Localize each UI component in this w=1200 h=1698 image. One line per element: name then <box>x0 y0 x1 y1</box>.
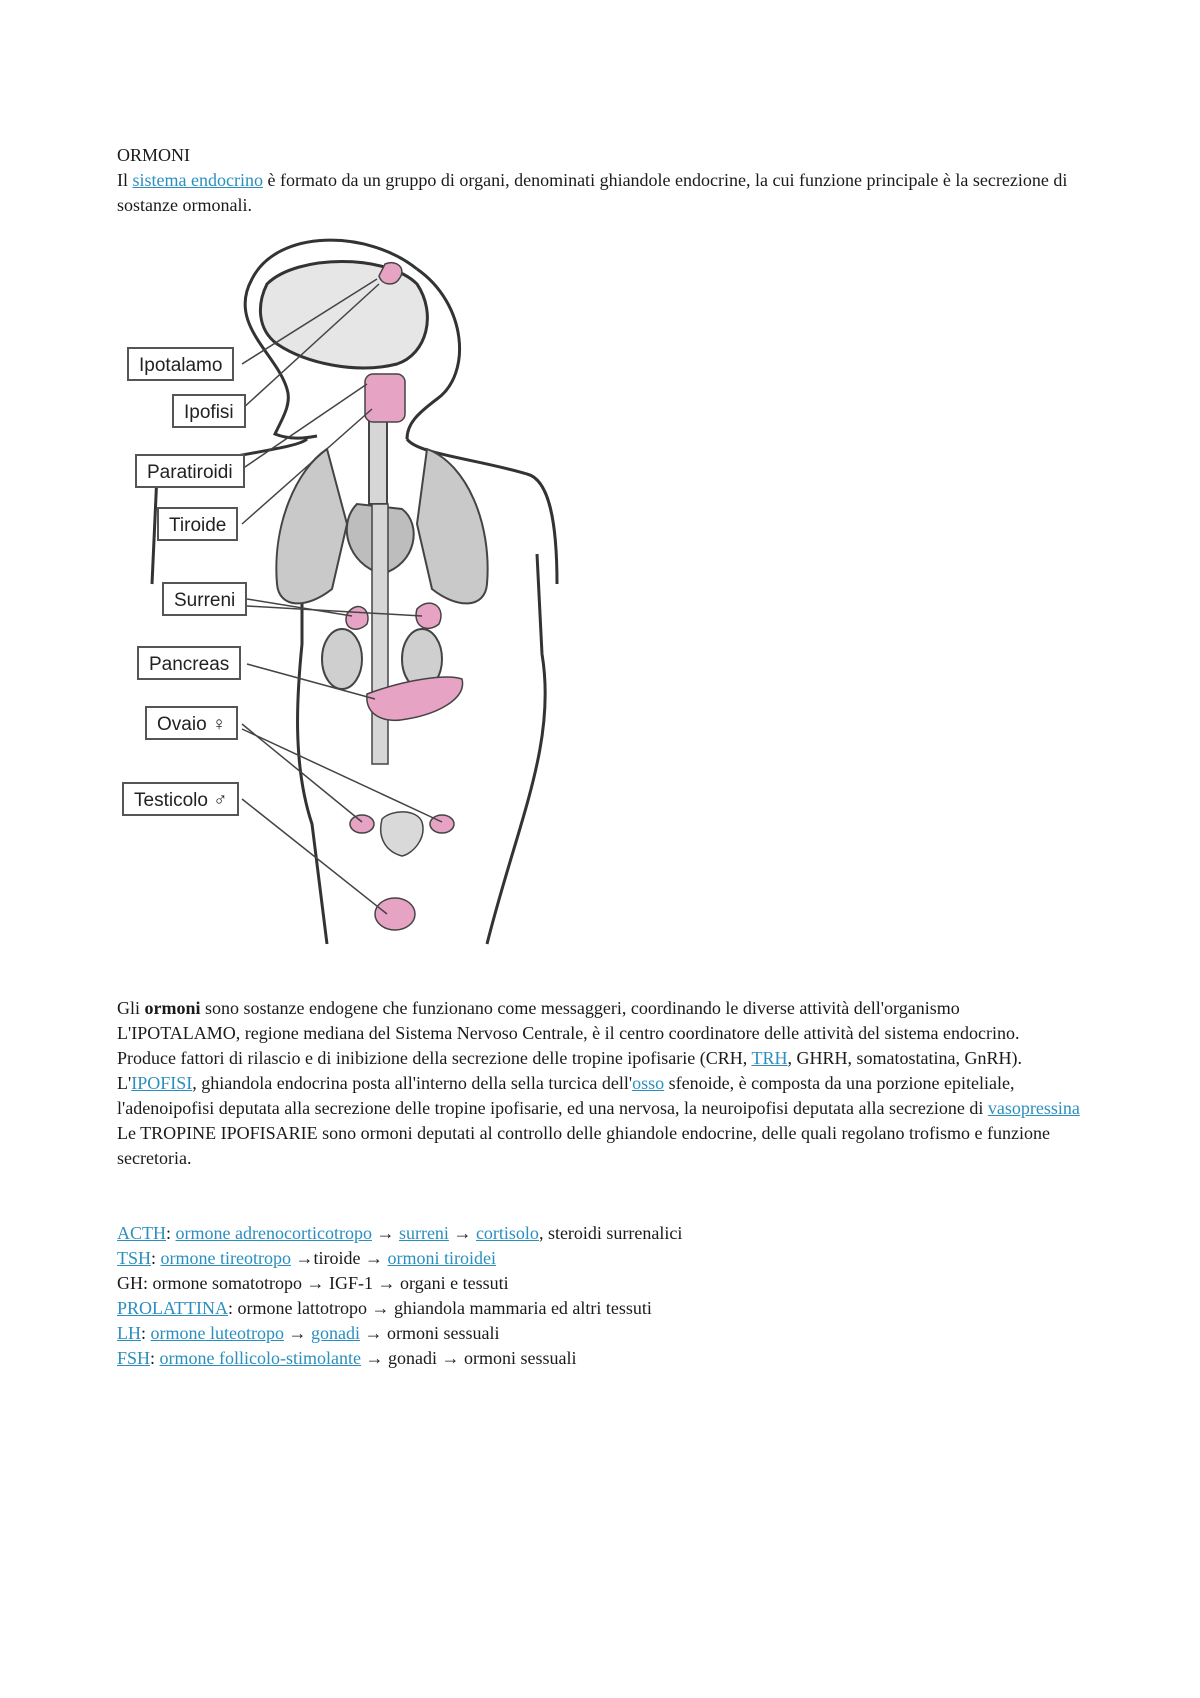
document-title: ORMONI <box>117 145 191 165</box>
arrow: → <box>361 1348 389 1368</box>
sep: : <box>141 1323 151 1343</box>
p1-bold: ormoni <box>144 998 201 1018</box>
sep: : <box>228 1298 238 1318</box>
paragraph-fattori <box>117 1046 1097 1071</box>
link-tsh[interactable]: TSH <box>117 1248 152 1268</box>
hormone-row <box>117 1321 1097 1346</box>
arrow: → <box>448 1223 476 1243</box>
link-sistema-endocrino[interactable]: sistema endocrino <box>132 170 263 190</box>
link-ormone-adrenocorticotropo[interactable]: ormone adrenocorticotropo <box>175 1223 372 1243</box>
link-fsh[interactable]: FSH <box>117 1348 151 1368</box>
target: tiroide <box>313 1248 361 1268</box>
hormone-row <box>117 1271 1097 1296</box>
link-ormone-tireotropo[interactable]: ormone tireotropo <box>160 1248 291 1268</box>
hormone-row <box>117 1296 1097 1321</box>
product: ormoni sessuali <box>464 1348 577 1368</box>
p1-post: sono sostanze endogene che funzionano come messaggeri, coordinando le diverse attività dell'organismo <box>200 998 960 1018</box>
link-cortisolo[interactable]: cortisolo <box>475 1223 539 1243</box>
spacer <box>117 1171 1097 1221</box>
arrow: → <box>371 1223 399 1243</box>
link-ipofisi[interactable]: IPOFISI <box>131 1073 193 1093</box>
link-trh[interactable]: TRH <box>751 1048 788 1068</box>
arrow: → <box>360 1248 388 1268</box>
label-tiroide: Tiroide <box>157 507 238 541</box>
link-gonadi[interactable]: gonadi <box>311 1323 360 1343</box>
intro-pre: Il <box>117 170 133 190</box>
label-pancreas: Pancreas <box>137 646 241 680</box>
link-prolattina[interactable]: PROLATTINA <box>117 1298 228 1318</box>
sep: : <box>166 1223 176 1243</box>
arrow: → <box>373 1273 400 1293</box>
label-paratiroidi: Paratiroidi <box>135 454 245 488</box>
p4-c: sfenoide, è composta da una porzione epiteliale, l'adenoipofisi deputata alla secrezione delle tropine ipofisarie, ed una nervosa, la neuroipofisi deputata alla secrezione di <box>117 1073 1015 1118</box>
name: GH <box>117 1273 143 1293</box>
label-surreni: Surreni <box>162 582 247 616</box>
arrow: → <box>437 1348 465 1368</box>
desc: ormone somatotropo <box>152 1273 302 1293</box>
link-acth[interactable]: ACTH <box>117 1223 166 1243</box>
label-ipofisi: Ipofisi <box>172 394 246 428</box>
p4-b: , ghiandola endocrina posta all'interno della sella turcica dell' <box>192 1073 633 1093</box>
target: IGF-1 <box>329 1273 373 1293</box>
hormone-row <box>117 1246 1097 1271</box>
paragraph-ipofisi <box>117 1071 1097 1121</box>
hormone-row <box>117 1346 1097 1371</box>
p3-pre: Produce fattori di rilascio e di inibizione della secrezione delle tropine ipofisarie (CRH, <box>117 1048 752 1068</box>
label-ipotalamo: Ipotalamo <box>127 347 234 381</box>
target: gonadi <box>388 1348 438 1368</box>
product: organi e tessuti <box>400 1273 509 1293</box>
label-ovaio: Ovaio ♀ <box>145 706 238 740</box>
arrow: → <box>291 1248 314 1268</box>
p4-a: L' <box>117 1073 132 1093</box>
link-lh[interactable]: LH <box>117 1323 141 1343</box>
sep: : <box>151 1248 161 1268</box>
arrow: → <box>367 1298 394 1318</box>
product: ormoni sessuali <box>387 1323 500 1343</box>
link-ormoni-tiroidei[interactable]: ormoni tiroidei <box>387 1248 496 1268</box>
paragraph-ormoni <box>117 996 1097 1021</box>
paragraph-ipotalamo: L'IPOTALAMO, regione mediana del Sistema Nervoso Centrale, è il centro coordinatore delle attività del sistema endocrino. <box>117 1023 1020 1043</box>
endocrine-system-diagram <box>117 224 597 974</box>
link-surreni[interactable]: surreni <box>398 1223 449 1243</box>
rest: , steroidi surrenalici <box>538 1223 683 1243</box>
target: ghiandola mammaria ed altri tessuti <box>394 1298 652 1318</box>
link-osso[interactable]: osso <box>632 1073 665 1093</box>
hormone-list <box>117 1221 1097 1371</box>
arrow: → <box>284 1323 311 1343</box>
link-ormone-follicolo-stimolante[interactable]: ormone follicolo-stimolante <box>159 1348 362 1368</box>
p3-post: , GHRH, somatostatina, GnRH). <box>787 1048 1022 1068</box>
hormone-row <box>117 1221 1097 1246</box>
label-testicolo: Testicolo ♂ <box>122 782 239 816</box>
intro-paragraph <box>117 168 1097 218</box>
sep: : <box>150 1348 160 1368</box>
link-vasopressina[interactable]: vasopressina <box>987 1098 1080 1118</box>
document-page <box>117 143 1097 1371</box>
intro-post: è formato da un gruppo di organi, denominati ghiandole endocrine, la cui funzione principale è la secrezione di sostanze ormonali. <box>117 170 1068 215</box>
p1-pre: Gli <box>117 998 145 1018</box>
desc: ormone lattotropo <box>237 1298 367 1318</box>
link-ormone-luteotropo[interactable]: ormone luteotropo <box>150 1323 284 1343</box>
arrow: → <box>360 1323 387 1343</box>
arrow: → <box>302 1273 329 1293</box>
paragraph-tropine: Le TROPINE IPOFISARIE sono ormoni deputati al controllo delle ghiandole endocrine, delle quali regolano trofismo e funzione secretoria. <box>117 1123 1050 1168</box>
sep: : <box>143 1273 153 1293</box>
